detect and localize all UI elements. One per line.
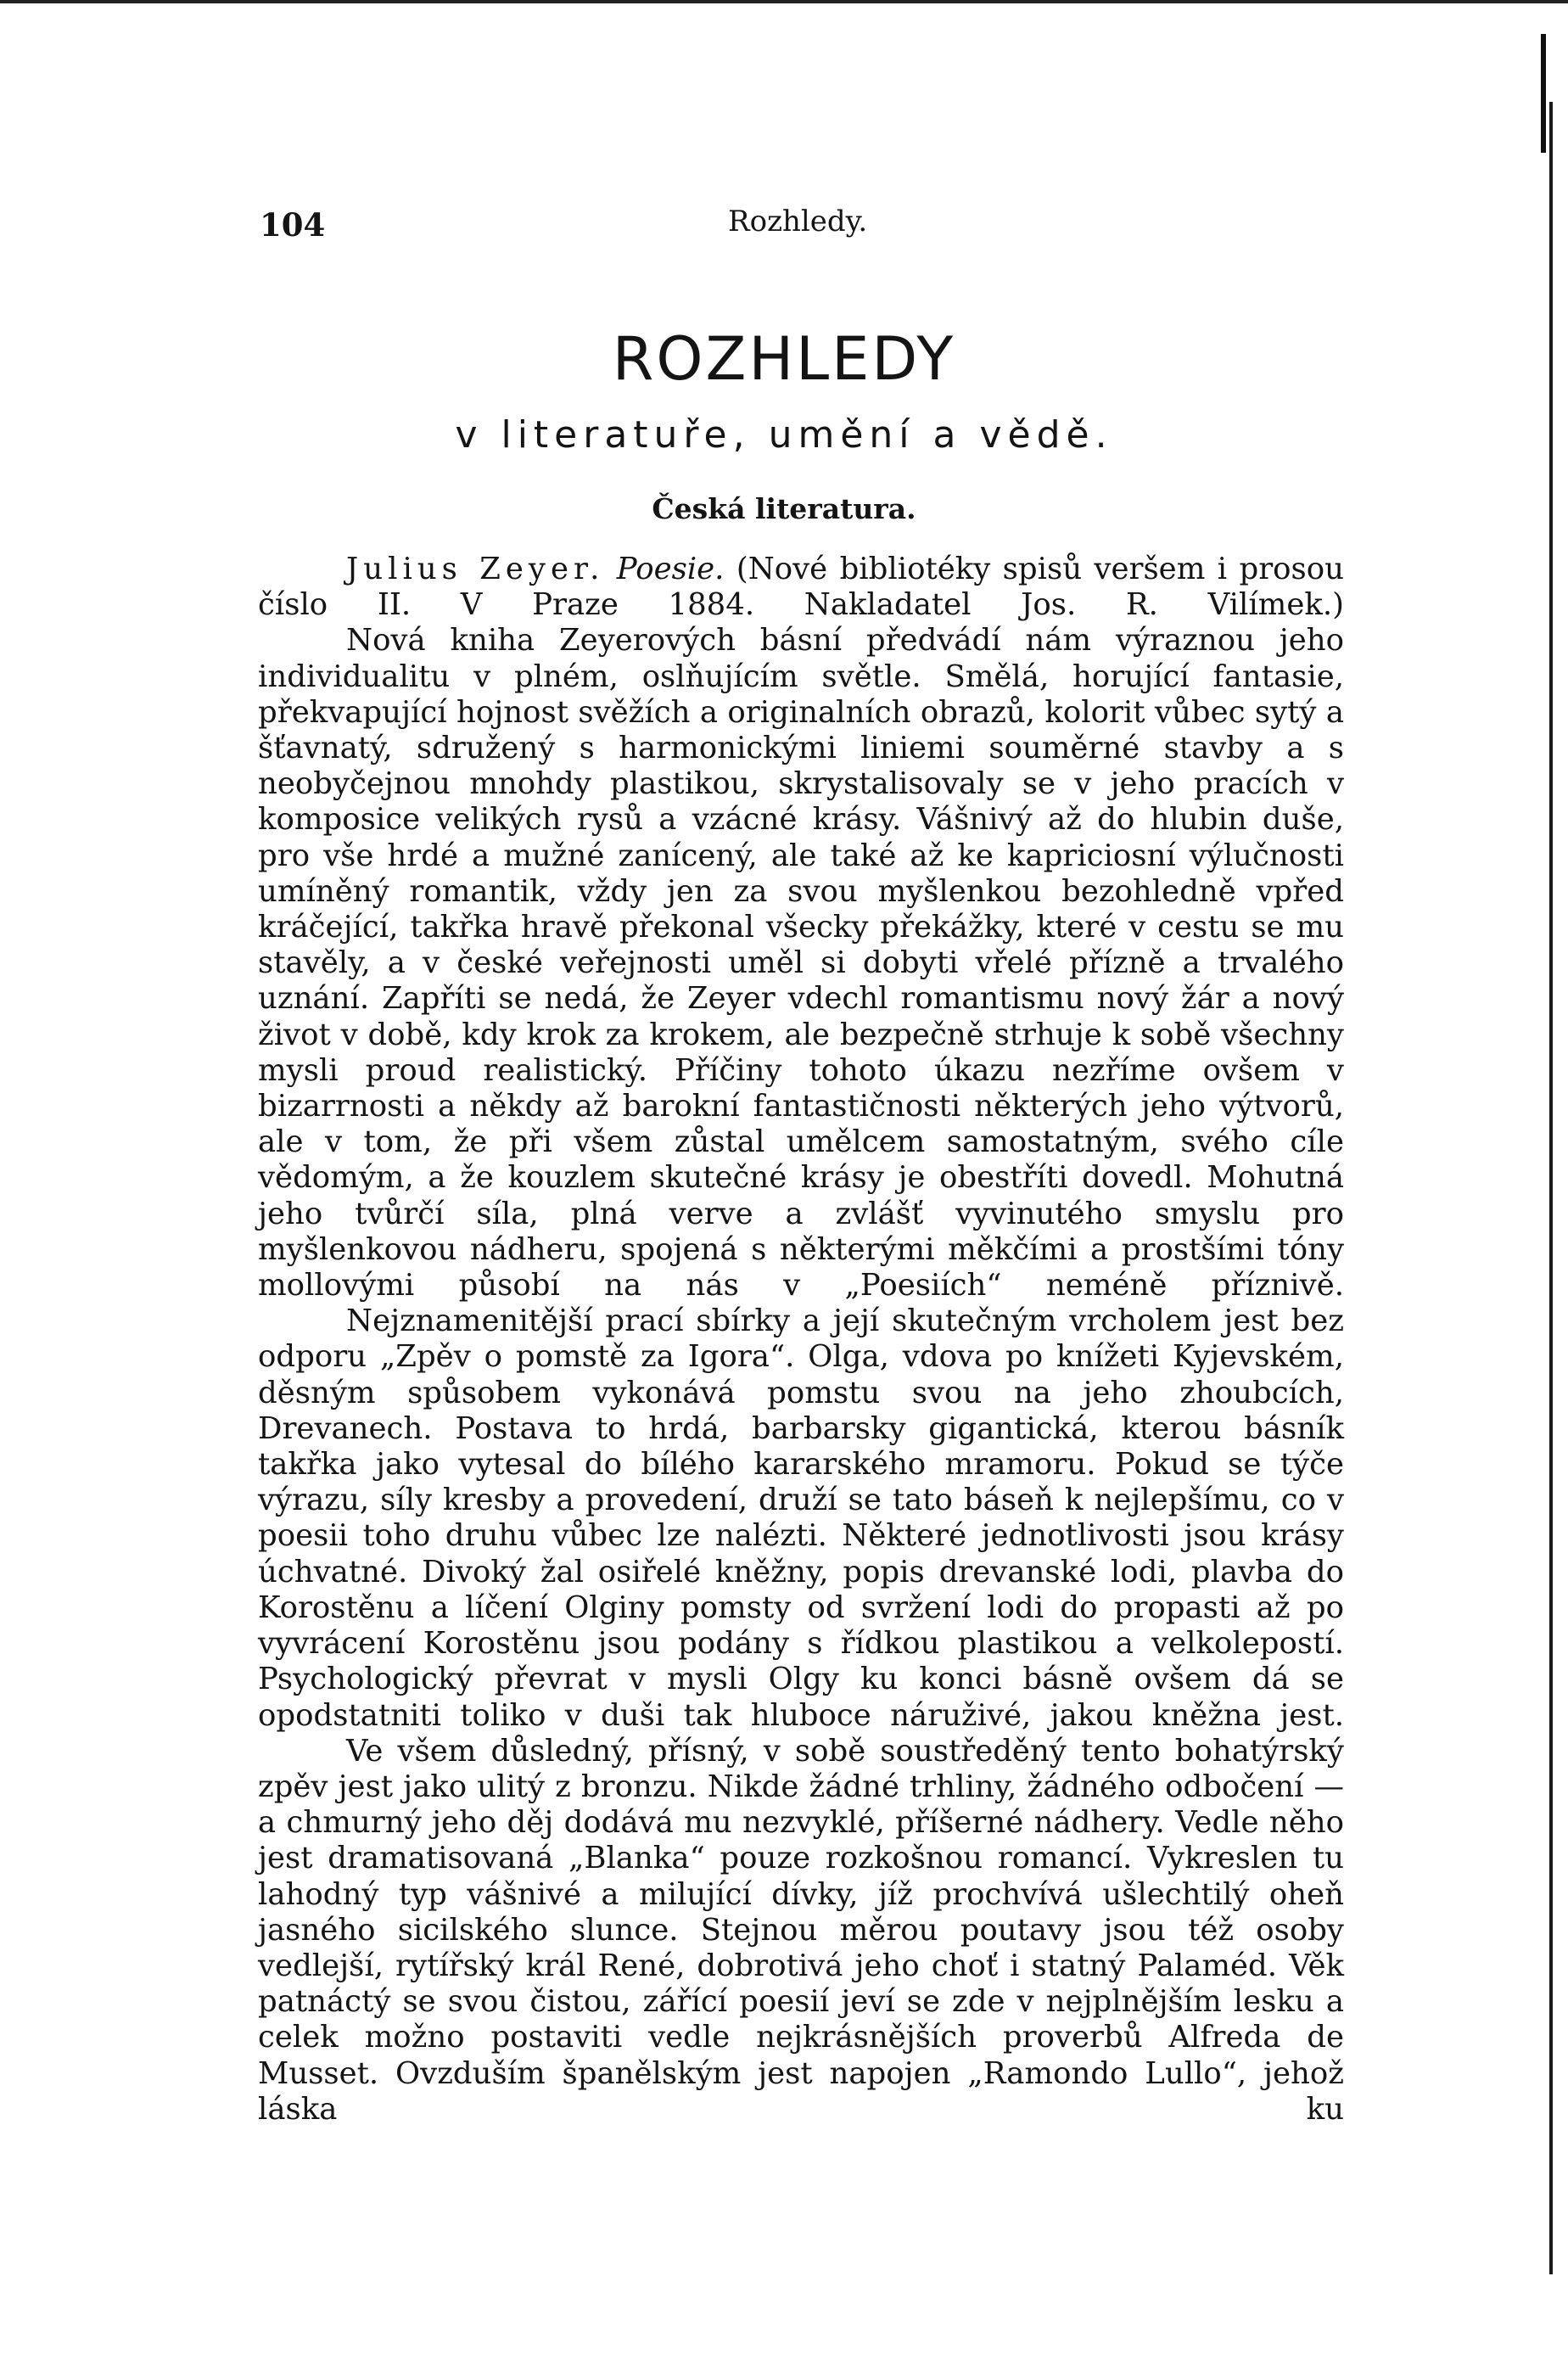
entry-citation-details: (Nové bibliotéky spisů veršem i prosou číslo II. V Praze 1884. Nakladatel Jos. R. Vilímek.): [258, 552, 1344, 623]
paragraph: Ve všem důsledný, přísný, v sobě soustředěný tento bohatýrský zpěv jest jako ulitý z bronzu. Nikde žádné trhliny, žádného odbočení — a chmurný jeho děj dodává mu nezvyklé, příšerné nádhery. Vedle něho jest dramatisovaná „Blanka“ pouze rozkošnou romancí. Vykreslen tu lahodný typ vášnivé a milující dívky, jíž prochvívá ušlechtilý oheň jasného sicilského slunce. Stejnou měrou poutavy jsou též osoby vedlejší, rytířský král René, dobrotivá jeho choť i statný Palaméd. Věk patnáctý se svou čistou, zářící poesií jeví se zde v nejplnějším lesku a celek možno postaviti vedle nejkrásnějších proverbů Alfreda de Musset. Ovzduším španělským jest napojen „Ramondo Lullo“, jehož láska ku: [258, 1733, 1344, 2127]
paragraph: Nejznamenitější prací sbírky a její skutečným vrcholem jest bez odporu „Zpěv o pomstě za Igora“. Olga, vdova po knížeti Kyjevském, děsným spůsobem vykonává pomstu svou na jeho zhoubcích, Drevanech. Postava to hrdá, barbarsky gigantická, kterou básník takřka jako vytesal do bílého kararského mramoru. Pokud se týče výrazu, síly kresby a provedení, druží se tato báseň k nejlepšímu, co v poesii toho druhu vůbec lze nalézti. Některé jednotlivosti jsou krásy úchvatné. Divoký žal osiřelé kněžny, popis drevanské lodi, plavba do Korostěnu a líčení Olginy pomsty od svržení lodi do propasti až po vyvrácení Korostěnu jsou podány s řídkou plastikou a velkolepostí. Psychologický převrat v mysli Olgy ku konci básně ovšem dá se opodstatniti toliko v duši tak hluboce náruživé, jakou kněžna jest.: [258, 1304, 1344, 1733]
scan-binding-mark: [1541, 34, 1546, 153]
running-head: Rozhledy.: [728, 205, 868, 238]
entry-author: Julius Zeyer.: [346, 552, 605, 586]
scan-top-edge: [0, 0, 1568, 3]
page-number: 104: [260, 206, 326, 244]
entry-citation: [258, 552, 1344, 623]
entry-work-title: Poesie.: [616, 552, 725, 586]
article-body: [258, 552, 1344, 2128]
subtitle: v literatuře, umění a vědě.: [455, 413, 1113, 457]
paragraph: Nová kniha Zeyerových básní předvádí nám výraznou jeho individualitu v plném, oslňujícím světle. Smělá, horující fantasie, překvapující hojnost svěžích a originalních obrazů, kolorit vůbec sytý a šťavnatý, sdružený s harmonickými liniemi souměrné stavby a s neobyčejnou mnohdy plastikou, skrystalisovaly se v jeho pracích v komposice velikých rysů a vzácné krásy. Vášnivý až do hlubin duše, pro vše hrdé a mužné zanícený, ale také až ke kapriciosní výlučnosti umíněný romantik, vždy jen za svou myšlenkou bezohledně vpřed kráčející, takřka hravě překonal všecky překážky, které v cestu se mu stavěly, a v české veřejnosti uměl si dobyti vřelé přízně a trvalého uznání. Zapříti se nedá, že Zeyer vdechl romantismu nový žár a nový život v době, kdy krok za krokem, ale bezpečně strhuje k sobě všechny mysli proud realistický. Příčiny tohoto úkazu nezříme ovšem v bizarrnosti a někdy až barokní fantastičnosti některých jeho výtvorů, ale v tom, že při všem zůstal umělcem samostatným, svého cíle vědomým, a že kouzlem skutečné krásy je obestříti dovedl. Mohutná jeho tvůrčí síla, plná verve a zvlášť vyvinutého smyslu pro myšlenkovou nádheru, spojená s některými měkčími a prostšími tóny mollovými působí na nás v „Poesiích“ neméně příznivě.: [258, 623, 1344, 1304]
section-heading: Česká literatura.: [652, 492, 916, 525]
main-title: ROZHLEDY: [612, 324, 956, 394]
